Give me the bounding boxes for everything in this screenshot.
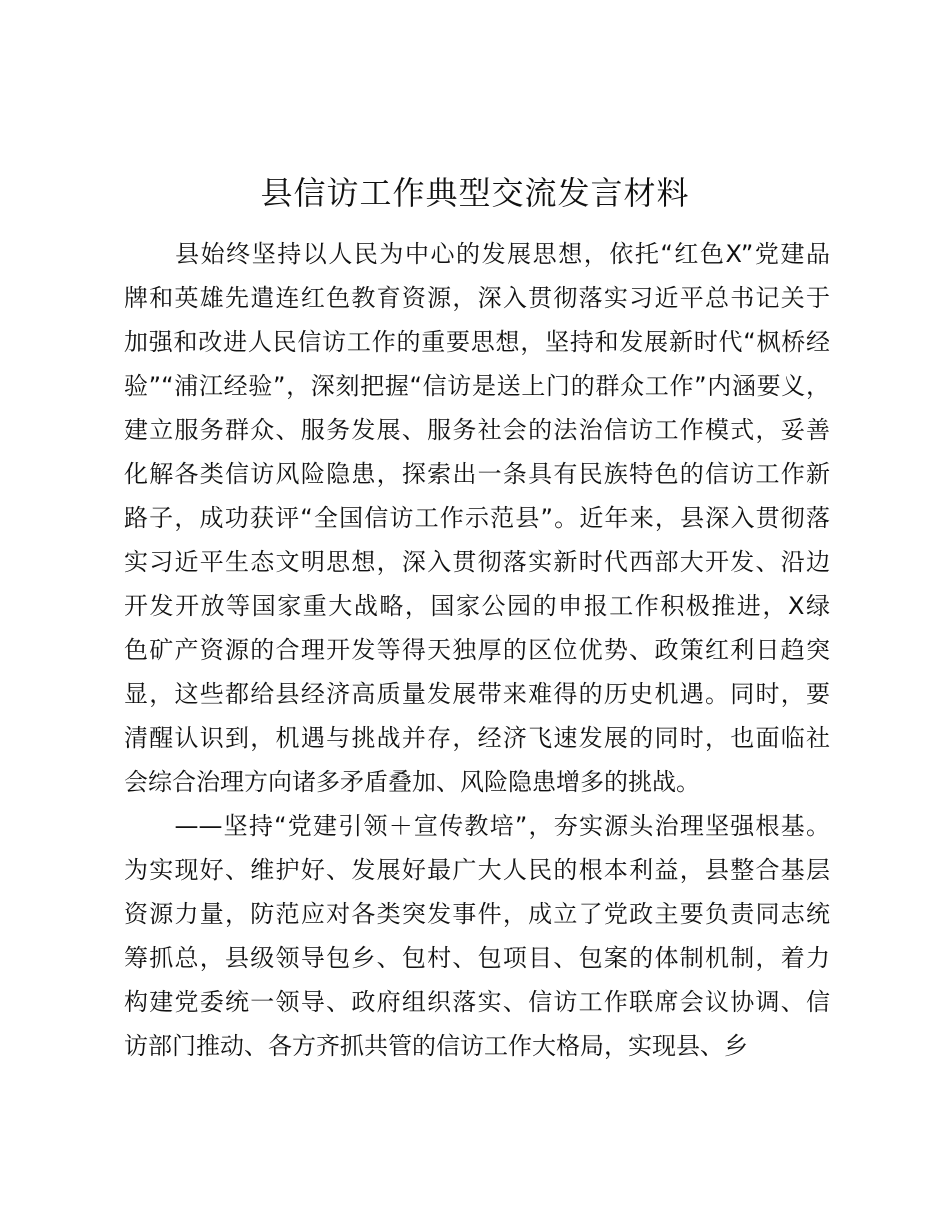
paragraph-line: 牌和英雄先遣连红色教育资源，深入贯彻落实习近平总书记关于 <box>124 284 830 312</box>
paragraph-line: 为实现好、维护好、发展好最广大人民的根本利益，县整合基层 <box>124 856 830 884</box>
paragraph-line: 化解各类信访风险隐患，探索出一条具有民族特色的信访工作新 <box>124 460 830 488</box>
paragraph-line: 显，这些都给县经济高质量发展带来难得的历史机遇。同时，要 <box>124 680 830 708</box>
paragraph-line: 色矿产资源的合理开发等得天独厚的区位优势、政策红利日趋突 <box>124 636 830 664</box>
paragraph-line: 资源力量，防范应对各类突发事件，成立了党政主要负责同志统 <box>124 900 830 928</box>
paragraph-line: 会综合治理方向诸多矛盾叠加、风险隐患增多的挑战。 <box>124 768 700 796</box>
document-title: 县信访工作典型交流发言材料 <box>260 174 690 212</box>
paragraph-line: 建立服务群众、服务发展、服务社会的法治信访工作模式，妥善 <box>124 416 830 444</box>
paragraph-line: 构建党委统一领导、政府组织落实、信访工作联席会议协调、信 <box>124 988 830 1016</box>
paragraph-line: 清醒认识到，机遇与挑战并存，经济飞速发展的同时，也面临社 <box>124 724 830 752</box>
paragraph-line: 验”“浦江经验”，深刻把握“信访是送上门的群众工作”内涵要义， <box>124 372 830 400</box>
paragraph-line: 筹抓总，县级领导包乡、包村、包项目、包案的体制机制，着力 <box>124 944 830 972</box>
paragraph-line: ——坚持“党建引领＋宣传教培”，夯实源头治理坚强根基。 <box>124 812 830 840</box>
paragraph-line: 开发开放等国家重大战略，国家公园的申报工作积极推进，X绿 <box>124 592 830 620</box>
paragraph-line: 路子，成功获评“全国信访工作示范县”。近年来，县深入贯彻落 <box>124 504 830 532</box>
paragraph-line: 实习近平生态文明思想，深入贯彻落实新时代西部大开发、沿边 <box>124 548 830 576</box>
paragraph-line: 县始终坚持以人民为中心的发展思想，依托“红色X”党建品 <box>124 240 830 268</box>
paragraph-line: 加强和改进人民信访工作的重要思想，坚持和发展新时代“枫桥经 <box>124 328 830 356</box>
paragraph-line: 访部门推动、各方齐抓共管的信访工作大格局，实现县、乡 <box>124 1032 748 1060</box>
